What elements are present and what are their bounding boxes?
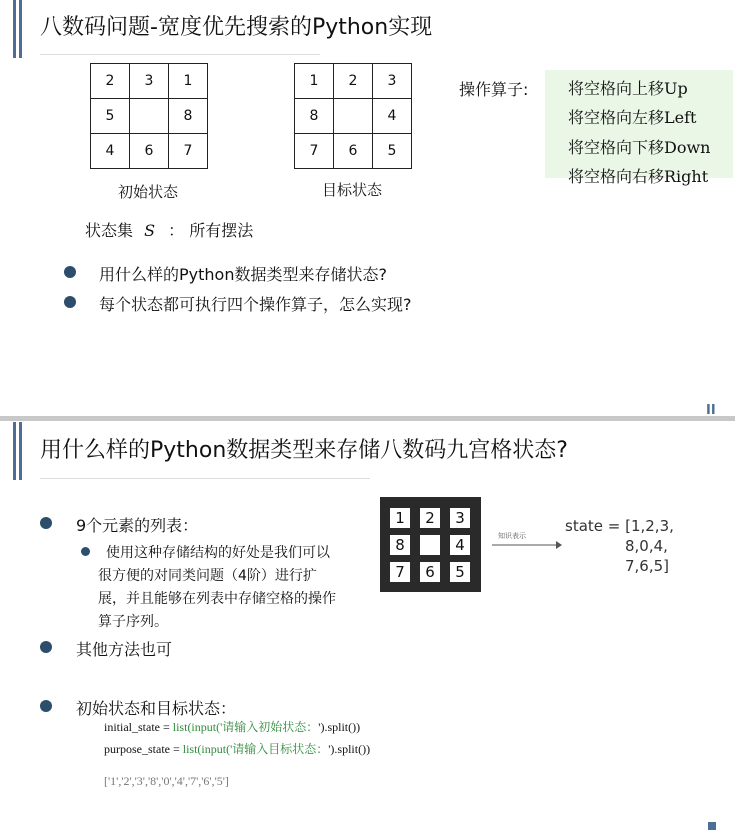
right-arrow-icon [492, 540, 562, 550]
bullet-text: 其他方法也可 [76, 640, 173, 659]
grid-cell: 8 [295, 99, 334, 134]
sub-bullet-line: 算子序列。 [98, 614, 168, 630]
sub-bullet-dot [81, 547, 90, 556]
grid-cell: 1 [169, 64, 208, 99]
bullet-dot [40, 700, 52, 712]
grid-cell: 4 [373, 99, 412, 134]
grid-cell: 2 [420, 508, 440, 528]
bullet-text: 初始状态和目标状态： [76, 699, 237, 718]
state-line: state = [1,2,3, [565, 517, 674, 535]
title-underline [40, 54, 320, 55]
code-func: list(input( [182, 742, 231, 756]
bullet-dot [64, 266, 76, 278]
bullet-text: 每个状态都可执行四个操作算子，怎么实现? [99, 295, 412, 314]
arrow-label: 知识表示 [498, 532, 526, 540]
state-set-symbol: S [144, 221, 156, 240]
title-underline [40, 478, 370, 479]
grid-cell: 1 [295, 64, 334, 99]
operator-down: 将空格向下移Down [568, 138, 711, 157]
operator-left: 将空格向左移Left [568, 108, 697, 127]
title-accent-bar [13, 0, 16, 58]
corner-marker [708, 822, 716, 830]
title-accent-bar-2 [19, 422, 22, 480]
state-set-desc: 所有摆法 [189, 221, 254, 240]
grid-cell: 3 [373, 64, 412, 99]
goal-state-grid [294, 63, 412, 169]
grid-cell: 4 [450, 535, 470, 555]
code-line-purpose [104, 740, 370, 757]
code-string: '请输入目标状态： [230, 742, 329, 756]
grid-cell: 5 [373, 134, 412, 169]
grid-cell: 5 [450, 562, 470, 582]
grid-cell: 7 [169, 134, 208, 169]
grid-cell: 8 [390, 535, 410, 555]
bullet-text: 9个元素的列表： [76, 516, 199, 535]
state-set-sep: ： [168, 221, 185, 240]
state-set-line [85, 218, 253, 241]
grid-cell: 8 [169, 99, 208, 134]
sub-bullet-line: 很方便的对同类问题（4阶）进行扩 [98, 568, 317, 584]
bullet-dot [40, 641, 52, 653]
code-output: ['1','2','3','8','0','4','7','6','5'] [104, 774, 229, 788]
operator-up: 将空格向上移Up [568, 79, 688, 98]
grid-cell: 5 [91, 99, 130, 134]
page-marker: II [706, 403, 716, 418]
initial-state-label: 初始状态 [118, 183, 179, 201]
code-tail: ').split()) [318, 720, 361, 734]
grid-cell: 1 [390, 508, 410, 528]
slide-1-title: 八数码问题-宽度优先搜索的Python实现 [40, 15, 433, 40]
code-func: list(input( [172, 720, 221, 734]
operator-right: 将空格向右移Right [568, 167, 709, 186]
sub-bullet-line: 使用这种存储结构的好处是我们可以 [106, 545, 330, 561]
grid-cell: 4 [91, 134, 130, 169]
grid-cell: 2 [91, 64, 130, 99]
grid-cell [420, 535, 440, 555]
grid-cell [334, 99, 373, 134]
sub-bullet-line: 展，并且能够在列表中存储空格的操作 [98, 591, 336, 607]
title-accent-bar-2 [19, 0, 22, 58]
bullet-dot [64, 296, 76, 308]
goal-state-label: 目标状态 [322, 181, 383, 199]
state-set-label: 状态集 [85, 221, 134, 240]
code-text: initial_state = [104, 720, 173, 734]
grid-cell: 6 [130, 134, 169, 169]
grid-cell: 7 [390, 562, 410, 582]
title-accent-bar [13, 422, 16, 480]
slide-separator [0, 416, 735, 421]
grid-cell: 6 [334, 134, 373, 169]
code-line-initial [104, 718, 360, 735]
code-string: '请输入初始状态： [220, 720, 319, 734]
initial-state-grid [90, 63, 208, 169]
grid-cell: 2 [334, 64, 373, 99]
grid-cell: 3 [450, 508, 470, 528]
operators-label: 操作算子: [459, 80, 529, 99]
bullet-text: 用什么样的Python数据类型来存储状态? [99, 265, 387, 284]
state-grid-image [380, 497, 481, 592]
code-text: purpose_state = [104, 742, 183, 756]
state-line: 8,0,4, [625, 537, 668, 555]
grid-cell: 6 [420, 562, 440, 582]
slide-2-title: 用什么样的Python数据类型来存储八数码九宫格状态? [40, 438, 568, 463]
grid-cell [130, 99, 169, 134]
grid-cell: 7 [295, 134, 334, 169]
grid-cell: 3 [130, 64, 169, 99]
state-line: 7,6,5] [625, 557, 670, 575]
code-tail: ').split()) [328, 742, 371, 756]
bullet-dot [40, 517, 52, 529]
